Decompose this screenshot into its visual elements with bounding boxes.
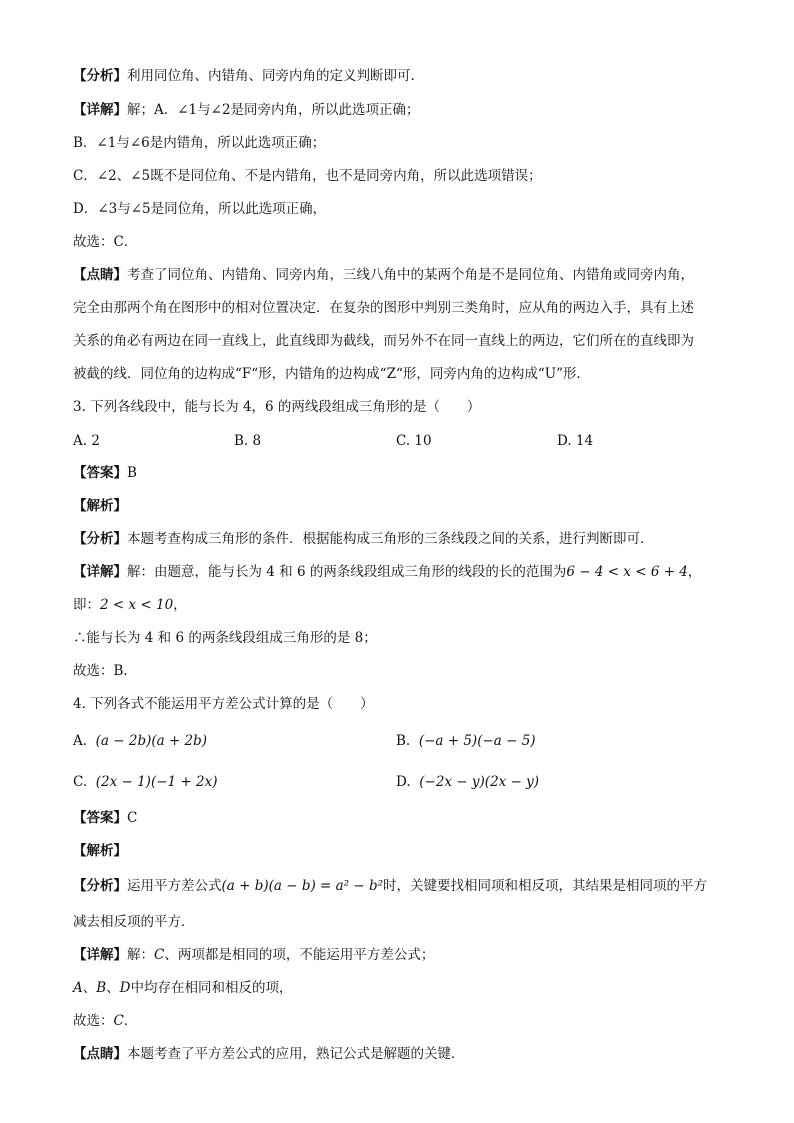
question-3: 3. 下列各线段中，能与长为 4，6 的两线段组成三角形的是（ ） — [73, 399, 481, 415]
question-4: 4. 下列各式不能运用平方差公式计算的是（ ） — [73, 696, 374, 712]
detail-line: 【详解】解：C、两项都是相同的项，不能运用平方差公式； — [73, 947, 435, 963]
q3-option-c: C. 10 — [396, 433, 432, 449]
q4-option-d: D. (−2x − y)(2x − y) — [396, 774, 540, 790]
text-line: 故选：C． — [73, 1013, 138, 1029]
text-line: 故选：B． — [73, 663, 137, 679]
analysis-line: 【分析】利用同位角、内错角、同旁内角的定义判断即可. — [73, 68, 415, 84]
text-line: 故选：C． — [73, 234, 138, 250]
explanation-heading: 【解析】 — [73, 498, 127, 514]
q4-option-c: C. (2x − 1)(−1 + 2x) — [73, 774, 218, 790]
explanation-heading: 【解析】 — [73, 843, 127, 859]
text-line: ∴能与长为 4 和 6 的两条线段组成三角形的是 8； — [73, 630, 377, 646]
analysis-line: 【分析】运用平方差公式(a + b)(a − b) = a² − b²时，关键要找相同项和相反项，其结果是相同项的平方 — [73, 878, 708, 894]
analysis-line: 【分析】本题考查构成三角形的条件．根据能构成三角形的三条线段之间的关系，进行判断即可． — [73, 531, 654, 547]
answer-line: 【答案】B — [73, 465, 137, 481]
q3-option-d: D. 14 — [557, 433, 594, 449]
text-line: 完全由那两个角在图形中的相对位置决定．在复杂的图形中判别三类角时，应从角的两边入手，具有上述 — [73, 300, 694, 316]
detail-line: 【详解】解；A．∠1与∠2是同旁内角，所以此选项正确； — [73, 102, 420, 118]
q4-option-b: B. (−a + 5)(−a − 5) — [396, 733, 536, 749]
text-line: B．∠1与∠6是内错角，所以此选项正确； — [73, 135, 326, 151]
comment-line: 【点睛】本题考查了平方差公式的应用，熟记公式是解题的关键． — [73, 1046, 465, 1062]
text-line: C．∠2、∠5既不是同位角、不是内错角，也不是同旁内角，所以此选项错误； — [73, 168, 542, 184]
text-line: 关系的角必有两边在同一直线上，此直线即为截线，而另外不在同一直线上的两边，它们所在的直线即为 — [73, 333, 694, 349]
detail-line: 【详解】解：由题意，能与长为 4 和 6 的两条线段组成三角形的线段的长的范围为6 − 4 < x < 6 + 4， — [73, 564, 702, 580]
text-line: 被截的线．同位角的边构成“F“形，内错角的边构成“Z“形，同旁内角的边构成“U”形． — [73, 366, 591, 382]
text-line: D．∠3与∠5是同位角，所以此选项正确， — [73, 201, 327, 217]
text-line: 减去相反项的平方． — [73, 914, 195, 930]
comment-line: 【点睛】考查了同位角、内错角、同旁内角，三线八角中的某两个角是不是同位角、内错角或同旁内角， — [73, 267, 694, 283]
q4-option-a: A. (a − 2b)(a + 2b) — [73, 733, 208, 749]
q3-option-b: B. 8 — [234, 433, 262, 449]
text-line: A、B、D中均存在相同和相反的项， — [73, 980, 293, 996]
q3-option-a: A. 2 — [73, 433, 100, 449]
answer-line: 【答案】C — [73, 810, 138, 826]
text-line: 即：2 < x < 10， — [73, 597, 187, 613]
